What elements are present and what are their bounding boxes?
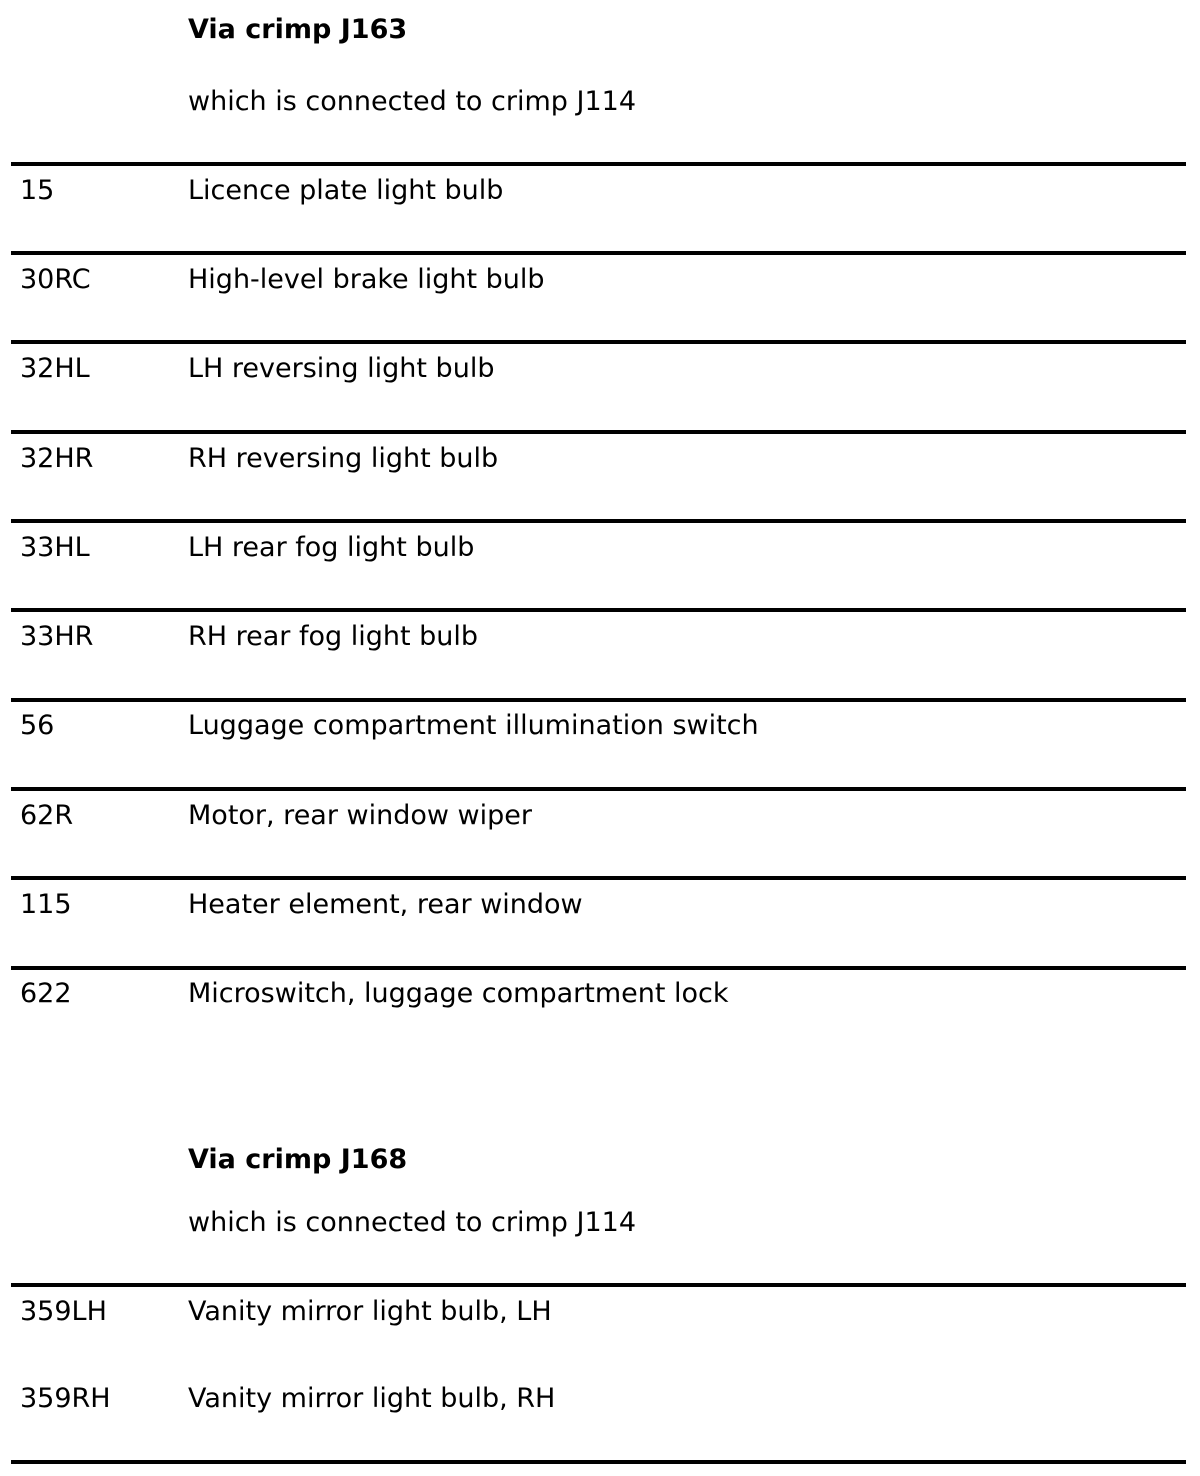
table-divider xyxy=(11,787,1186,791)
table-row xyxy=(0,175,1200,215)
table-divider xyxy=(11,698,1186,702)
row-description: LH reversing light bulb xyxy=(188,353,495,384)
table-row xyxy=(0,1296,1200,1336)
row-code: 62R xyxy=(20,800,74,831)
row-code: 359LH xyxy=(20,1296,107,1327)
row-code: 15 xyxy=(20,175,55,206)
row-description: Licence plate light bulb xyxy=(188,175,504,206)
row-code: 56 xyxy=(20,710,55,741)
table-divider xyxy=(11,162,1186,166)
table-divider xyxy=(11,608,1186,612)
row-code: 33HL xyxy=(20,532,90,563)
table-row xyxy=(0,353,1200,393)
table-divider xyxy=(11,340,1186,344)
row-description: Motor, rear window wiper xyxy=(188,800,532,831)
row-code: 32HL xyxy=(20,353,90,384)
row-description: Vanity mirror light bulb, RH xyxy=(188,1383,556,1414)
table-row xyxy=(0,710,1200,750)
row-description: LH rear fog light bulb xyxy=(188,532,475,563)
row-description: Vanity mirror light bulb, LH xyxy=(188,1296,552,1327)
table-row xyxy=(0,1383,1200,1423)
row-code: 33HR xyxy=(20,621,94,652)
section-subheading-j163: which is connected to crimp J114 xyxy=(188,86,637,117)
table-row xyxy=(0,264,1200,304)
row-code: 115 xyxy=(20,889,72,920)
table-divider xyxy=(11,430,1186,434)
table-divider xyxy=(11,1460,1186,1464)
row-code: 622 xyxy=(20,978,72,1009)
table-divider xyxy=(11,876,1186,880)
row-code: 359RH xyxy=(20,1383,111,1414)
row-description: High-level brake light bulb xyxy=(188,264,545,295)
table-row xyxy=(0,978,1200,1018)
section-heading-j163: Via crimp J163 xyxy=(188,14,408,45)
table-row xyxy=(0,532,1200,572)
table-divider xyxy=(11,519,1186,523)
table-row xyxy=(0,800,1200,840)
section-subheading-j168: which is connected to crimp J114 xyxy=(188,1207,637,1238)
table-row xyxy=(0,621,1200,661)
row-code: 30RC xyxy=(20,264,91,295)
section-heading-j168: Via crimp J168 xyxy=(188,1144,408,1175)
row-description: Heater element, rear window xyxy=(188,889,583,920)
table-divider xyxy=(11,1283,1186,1287)
table-divider xyxy=(11,966,1186,970)
table-row xyxy=(0,443,1200,483)
row-description: RH reversing light bulb xyxy=(188,443,499,474)
row-description: Luggage compartment illumination switch xyxy=(188,710,759,741)
row-code: 32HR xyxy=(20,443,94,474)
table-row xyxy=(0,889,1200,929)
row-description: RH rear fog light bulb xyxy=(188,621,479,652)
table-divider xyxy=(11,251,1186,255)
row-description: Microswitch, luggage compartment lock xyxy=(188,978,729,1009)
